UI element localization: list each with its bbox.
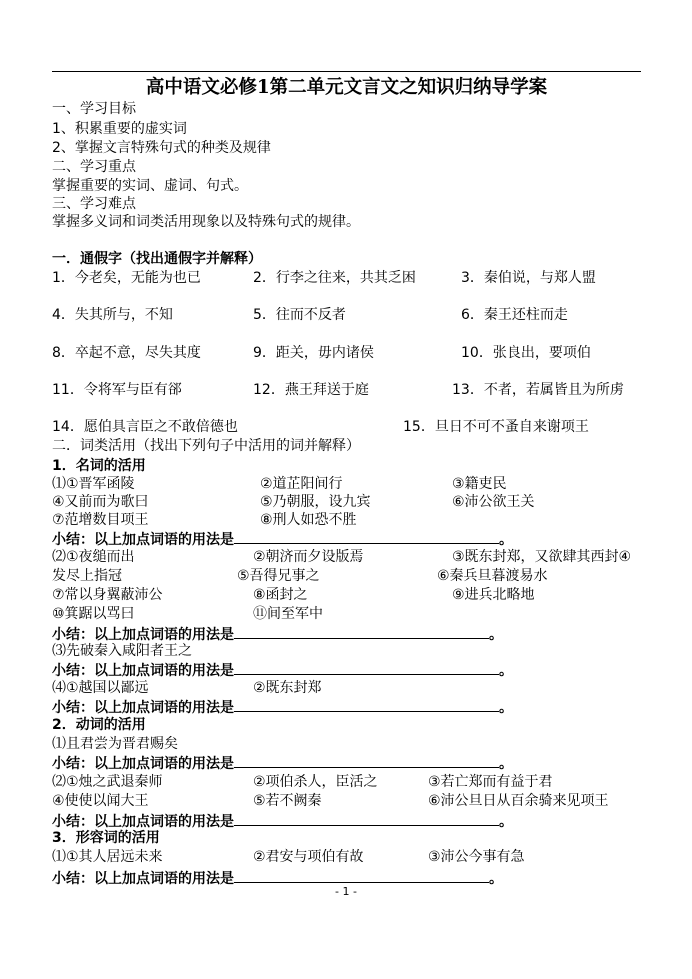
exercise-item: ⑤吾得兄事之 <box>237 568 320 584</box>
exercise-item: 6．秦王还柱而走 <box>461 307 568 323</box>
exercise-item: ③若亡郑而有益于君 <box>428 774 553 790</box>
section-heading: 二、学习重点 <box>52 159 136 175</box>
summary-label: 小结：以上加点词语的用法是 <box>52 663 234 679</box>
summary-line <box>52 754 513 772</box>
section-heading: 三、学习难点 <box>52 196 136 212</box>
summary-label: 小结：以上加点词语的用法是 <box>52 532 234 548</box>
exercise-item: ⑦常以身翼蔽沛公 <box>52 587 163 603</box>
answer-blank[interactable] <box>234 530 499 544</box>
subsection-heading: 1．名词的活用 <box>52 458 146 474</box>
summary-line <box>52 625 503 643</box>
exercise-item: 9．距关，毋内诸侯 <box>253 345 374 361</box>
text-line: 掌握多义词和词类活用现象以及特殊句式的规律。 <box>52 214 360 230</box>
exercise-item: ⑵①烛之武退秦师 <box>52 774 163 790</box>
summary-period: 。 <box>499 532 513 548</box>
exercise-item: ⑶先破秦入咸阳者王之 <box>52 643 192 659</box>
exercise-item: ⑷①越国以鄙远 <box>52 680 149 696</box>
exercise-item: 14．愿伯具言臣之不敢倍德也 <box>52 419 238 435</box>
exercise-item: ⑧函封之 <box>253 587 308 603</box>
answer-blank[interactable] <box>234 754 499 768</box>
exercise-item: ④使使以闻大王 <box>52 793 149 809</box>
exercise-item: ⑴①其人居远未来 <box>52 849 163 865</box>
text-line: 掌握重要的实词、虚词、句式。 <box>52 178 248 194</box>
part-heading: 二．词类活用（找出下列句子中活用的词并解释） <box>52 438 360 454</box>
exercise-item: 11．令将军与臣有郤 <box>52 382 182 398</box>
summary-line <box>52 530 513 548</box>
text-line: 2、掌握文言特殊句式的种类及规律 <box>52 140 271 156</box>
exercise-item: ⑤乃朝服，设九宾 <box>260 494 371 510</box>
exercise-item: 10．张良出，要项伯 <box>461 345 591 361</box>
summary-label: 小结：以上加点词语的用法是 <box>52 814 234 830</box>
summary-period: 。 <box>489 627 503 643</box>
exercise-item: ②既东封郑 <box>253 680 322 696</box>
exercise-item: ⑩箕踞以骂曰 <box>52 606 135 622</box>
answer-blank[interactable] <box>234 698 499 712</box>
exercise-item: ②朝济而夕设版焉 <box>253 549 364 565</box>
page-title: 高中语文必修1第二单元文言文之知识归纳导学案 <box>145 77 548 98</box>
exercise-item: ③既东封郑，又欲肆其西封④ <box>452 549 632 565</box>
summary-line <box>52 812 513 830</box>
exercise-item: ②君安与项伯有故 <box>253 849 364 865</box>
exercise-item: ⑴①晋军函陵 <box>52 476 135 492</box>
text-line: 1、积累重要的虚实词 <box>52 121 187 137</box>
subsection-heading: 3．形容词的活用 <box>52 830 160 846</box>
exercise-item: 3．秦伯说，与郑人盟 <box>461 270 596 286</box>
exercise-item: ②项伯杀人，臣活之 <box>253 774 378 790</box>
summary-label: 小结：以上加点词语的用法是 <box>52 871 234 887</box>
exercise-item: 2．行李之往来，共其乏困 <box>253 270 416 286</box>
answer-blank[interactable] <box>234 869 489 883</box>
summary-period: 。 <box>489 871 503 887</box>
exercise-item: ⑧刑人如恐不胜 <box>260 512 357 528</box>
summary-period: 。 <box>499 700 513 716</box>
page-number: - 1 - <box>335 885 357 898</box>
exercise-item: 5．往而不反者 <box>253 307 346 323</box>
summary-period: 。 <box>499 663 513 679</box>
summary-period: 。 <box>499 814 513 830</box>
exercise-item: ③沛公今事有急 <box>428 849 525 865</box>
exercise-item: 4．失其所与，不知 <box>52 307 173 323</box>
exercise-item: ⑥秦兵旦暮渡易水 <box>437 568 548 584</box>
exercise-item: 1．今老矣，无能为也已 <box>52 270 201 286</box>
answer-blank[interactable] <box>234 812 499 826</box>
subsection-heading: 2．动词的活用 <box>52 717 146 733</box>
exercise-item: ⑴且君尝为晋君赐矣 <box>52 736 178 752</box>
exercise-item: ②道芷阳间行 <box>260 476 343 492</box>
summary-line <box>52 661 513 679</box>
exercise-item: ⑥沛公旦日从百余骑来见项王 <box>428 793 609 809</box>
exercise-item: 15．旦日不可不蚤自来谢项王 <box>403 419 589 435</box>
exercise-item: 发尽上指冠 <box>52 568 122 584</box>
exercise-item: ⑤若不阙秦 <box>253 793 322 809</box>
exercise-item: ⑦范增数目项王 <box>52 512 149 528</box>
answer-blank[interactable] <box>234 625 489 639</box>
exercise-item: 8．卒起不意，尽失其度 <box>52 345 201 361</box>
section-heading: 一、学习目标 <box>52 101 136 117</box>
summary-label: 小结：以上加点词语的用法是 <box>52 756 234 772</box>
header-rule <box>52 71 641 72</box>
exercise-item: ⑥沛公欲王关 <box>452 494 535 510</box>
exercise-item: ⑪间至军中 <box>253 606 323 622</box>
answer-blank[interactable] <box>234 661 499 675</box>
exercise-item: 13．不者，若属皆且为所虏 <box>452 382 624 398</box>
summary-period: 。 <box>499 756 513 772</box>
exercise-item: ⑵①夜缒而出 <box>52 549 135 565</box>
exercise-item: 12．燕王拜送于庭 <box>253 382 369 398</box>
summary-label: 小结：以上加点词语的用法是 <box>52 700 234 716</box>
part-heading: 一．通假字（找出通假字并解释） <box>52 251 262 267</box>
exercise-item: ③籍吏民 <box>452 476 507 492</box>
summary-label: 小结：以上加点词语的用法是 <box>52 627 234 643</box>
exercise-item: ⑨进兵北略地 <box>452 587 535 603</box>
exercise-item: ④又前而为歌曰 <box>52 494 149 510</box>
summary-line <box>52 698 513 716</box>
